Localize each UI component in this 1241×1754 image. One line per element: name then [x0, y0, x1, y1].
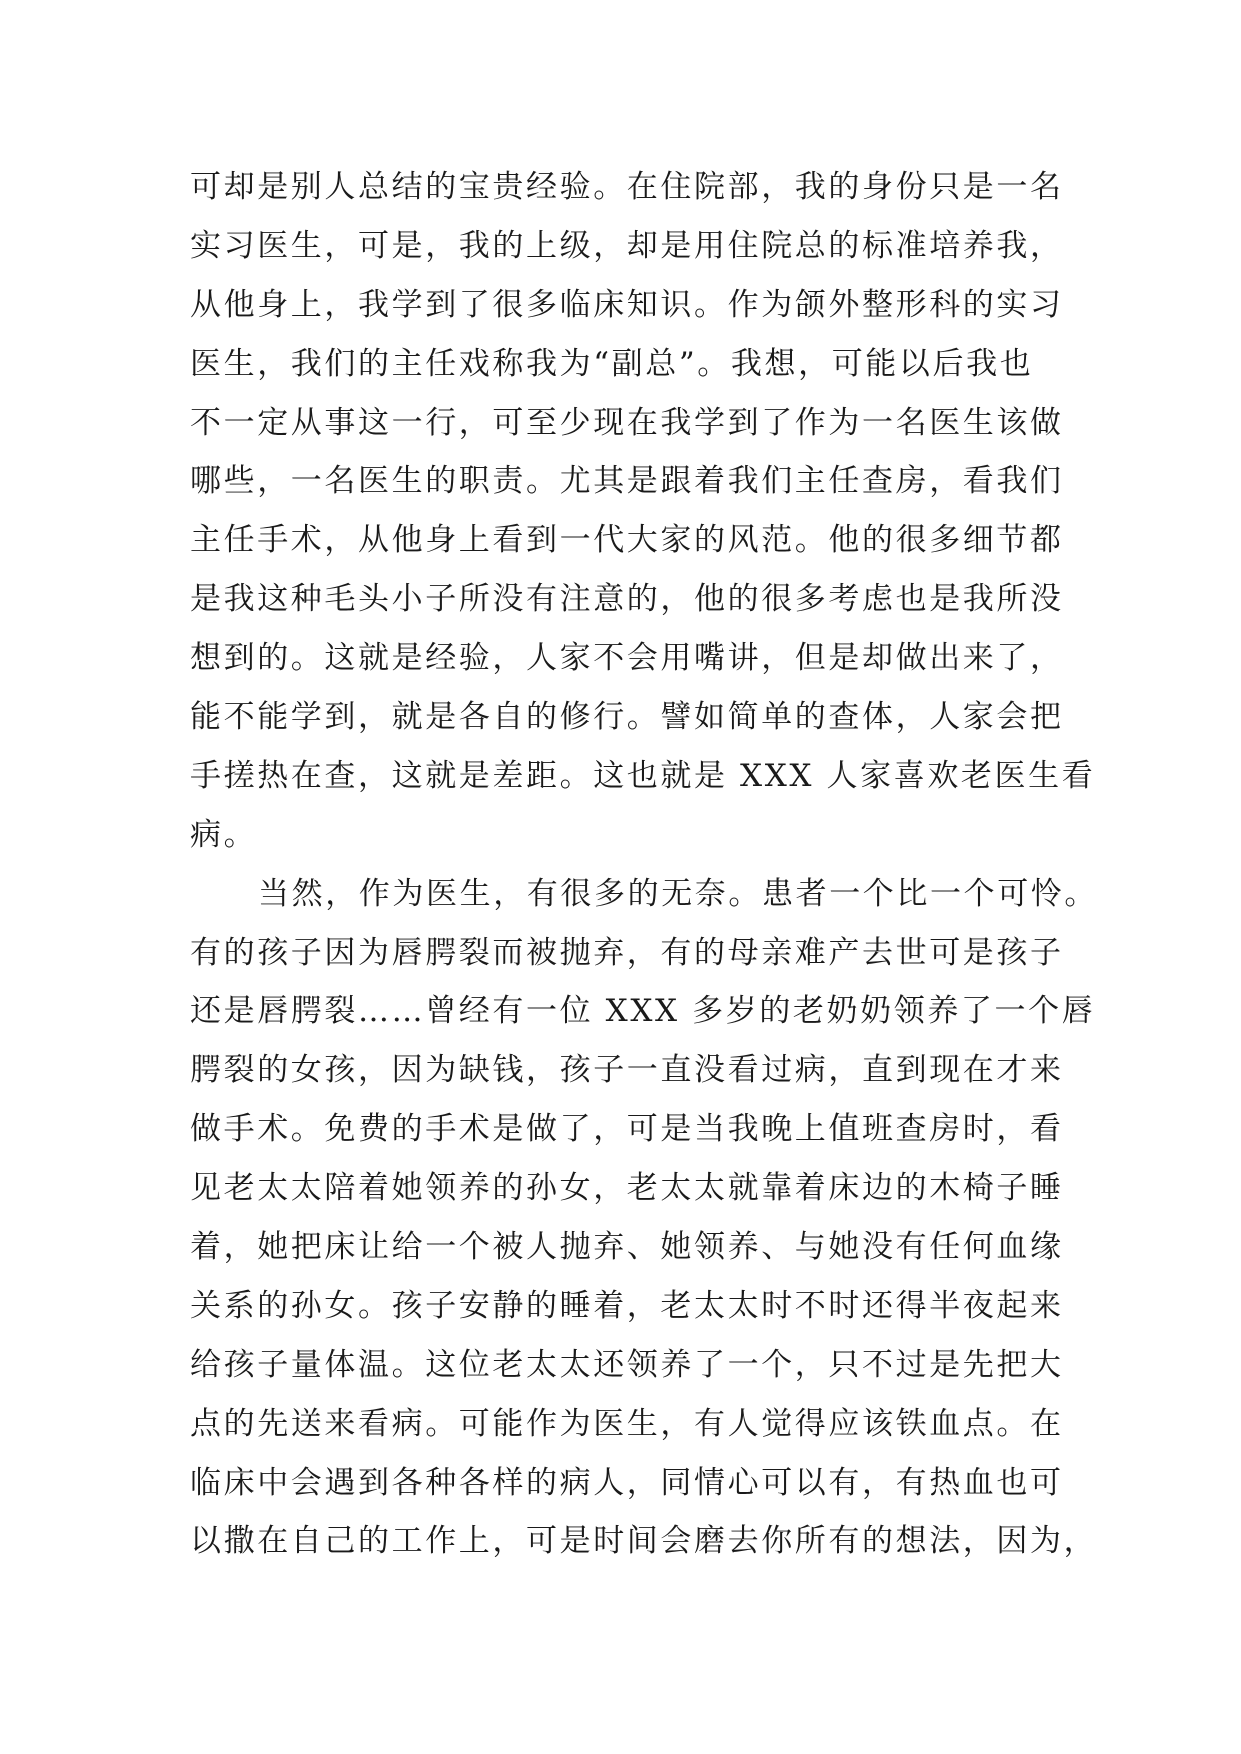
text-line: 着，她把床让给一个被人抛弃、她领养、与她没有任何血缘 [190, 1229, 1064, 1266]
text-line: 临床中会遇到各种各样的病人，同情心可以有，有热血也可 [190, 1464, 1064, 1501]
text-line: 手搓热在查，这就是差距。这也就是 XXX 人家喜欢老医生看 [190, 757, 1096, 794]
text-line: 哪些，一名医生的职责。尤其是跟着我们主任查房，看我们 [190, 463, 1064, 500]
body-text [190, 158, 1098, 1571]
text-line: 主任手术，从他身上看到一代大家的风范。他的很多细节都 [190, 522, 1064, 559]
text-line: 给孩子量体温。这位老太太还领养了一个，只不过是先把大 [190, 1346, 1064, 1383]
text-line: 不一定从事这一行，可至少现在我学到了作为一名医生该做 [190, 404, 1064, 441]
text-line: 从他身上，我学到了很多临床知识。作为颌外整形科的实习 [190, 286, 1064, 323]
text-line: 病。 [190, 816, 258, 853]
text-line: 见老太太陪着她领养的孙女，老太太就靠着床边的木椅子睡 [190, 1170, 1064, 1207]
text-line: 当然，作为医生，有很多的无奈。患者一个比一个可怜。 [258, 875, 1098, 912]
paragraph-2 [190, 865, 1098, 1572]
text-line: 可却是别人总结的宝贵经验。在住院部，我的身份只是一名 [190, 169, 1064, 205]
text-line: 还是唇腭裂……曾经有一位 XXX 多岁的老奶奶领养了一个唇 [190, 993, 1096, 1030]
paragraph-1 [190, 158, 1096, 865]
text-line: 想到的。这就是经验，人家不会用嘴讲，但是却做出来了， [190, 640, 1064, 677]
text-line: 做手术。免费的手术是做了，可是当我晚上值班查房时，看 [190, 1111, 1064, 1148]
text-line: 有的孩子因为唇腭裂而被抛弃，有的母亲难产去世可是孩子 [190, 934, 1064, 971]
text-line: 实习医生，可是，我的上级，却是用住院总的标准培养我， [190, 227, 1064, 264]
text-line: 是我这种毛头小子所没有注意的，他的很多考虑也是我所没 [190, 581, 1064, 618]
text-line: 关系的孙女。孩子安静的睡着，老太太时不时还得半夜起来 [190, 1287, 1064, 1324]
text-line: 以撒在自己的工作上，可是时间会磨去你所有的想法，因为， [190, 1523, 1098, 1560]
text-line: 点的先送来看病。可能作为医生，有人觉得应该铁血点。在 [190, 1405, 1064, 1442]
text-line: 医生，我们的主任戏称我为“副总”。我想，可能以后我也 [190, 345, 1034, 382]
text-line: 腭裂的女孩，因为缺钱，孩子一直没看过病，直到现在才来 [190, 1052, 1064, 1089]
text-line: 能不能学到，就是各自的修行。譬如简单的查体，人家会把 [190, 699, 1064, 736]
